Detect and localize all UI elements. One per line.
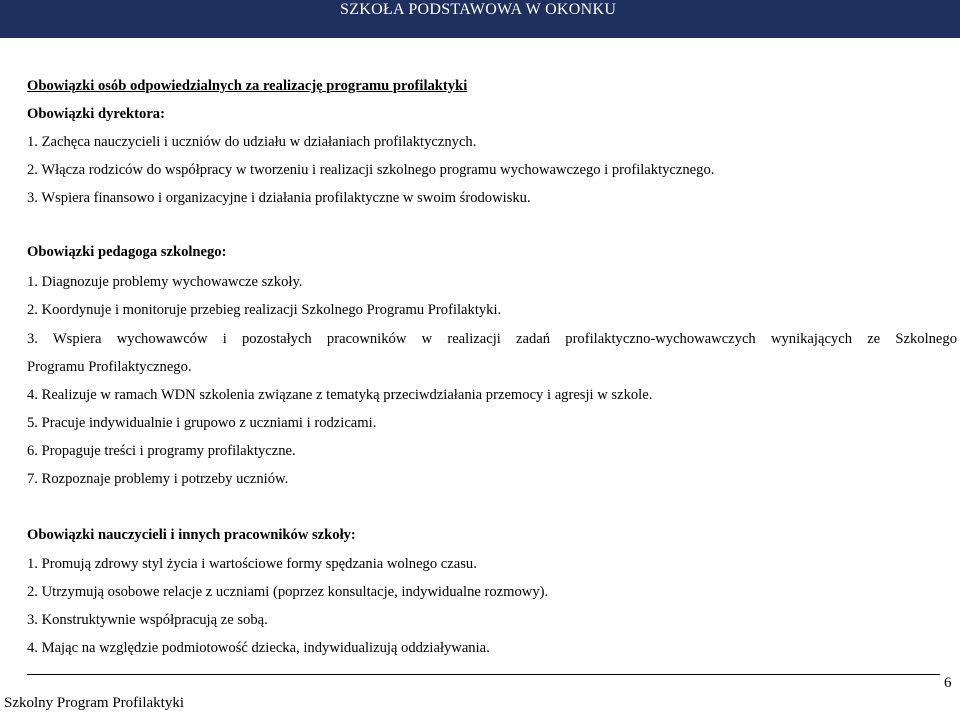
pedagogue-heading: Obowiązki pedagoga szkolnego: xyxy=(27,244,227,260)
pedagogue-item-3: 3. Wspiera wychowawców i pozostałych pracowników w realizacji zadań profilaktyczno-wychowawczych wynikających ze Szkolnego xyxy=(27,331,957,347)
section-title: Obowiązki osób odpowiedzialnych za realizację programu profilaktyki xyxy=(27,78,468,94)
pedagogue-item-2: 2. Koordynuje i monitoruje przebieg realizacji Szkolnego Programu Profilaktyki. xyxy=(27,302,502,318)
school-name: SZKOŁA PODSTAWOWA W OKONKU xyxy=(340,1,617,18)
teachers-item-4: 4. Mając na względzie podmiotowość dziecka, indywidualizują oddziaływania. xyxy=(27,640,490,656)
pedagogue-item-1: 1. Diagnozuje problemy wychowawcze szkoły. xyxy=(27,274,303,290)
pedagogue-item-3-continued: Programu Profilaktycznego. xyxy=(27,359,192,375)
page-header-banner xyxy=(0,0,960,38)
pedagogue-item-6: 6. Propaguje treści i programy profilaktyczne. xyxy=(27,443,296,459)
teachers-heading: Obowiązki nauczycieli i innych pracowników szkoły: xyxy=(27,527,356,543)
pedagogue-item-7: 7. Rozpoznaje problemy i potrzeby uczniów. xyxy=(27,471,289,487)
pedagogue-item-5: 5. Pracuje indywidualnie i grupowo z uczniami i rodzicami. xyxy=(27,415,377,431)
footer-divider xyxy=(27,674,940,675)
director-item-2: 2. Włącza rodziców do współpracy w tworzeniu i realizacji szkolnego programu wychowawczego i profilaktycznego. xyxy=(27,162,715,178)
footer-program-name: Szkolny Program Profilaktyki xyxy=(4,695,184,711)
director-item-3: 3. Wspiera finansowo i organizacyjne i działania profilaktyczne w swoim środowisku. xyxy=(27,190,531,206)
director-heading: Obowiązki dyrektora: xyxy=(27,106,165,122)
teachers-item-3: 3. Konstruktywnie współpracują ze sobą. xyxy=(27,612,268,628)
page-number: 6 xyxy=(944,675,952,691)
teachers-item-2: 2. Utrzymują osobowe relacje z uczniami (poprzez konsultacje, indywidualne rozmowy). xyxy=(27,584,549,600)
teachers-item-1: 1. Promują zdrowy styl życia i wartościowe formy spędzania wolnego czasu. xyxy=(27,556,477,572)
director-item-1: 1. Zachęca nauczycieli i uczniów do udziału w działaniach profilaktycznych. xyxy=(27,134,477,150)
pedagogue-item-4: 4. Realizuje w ramach WDN szkolenia związane z tematyką przeciwdziałania przemocy i agresji w szkole. xyxy=(27,387,653,403)
